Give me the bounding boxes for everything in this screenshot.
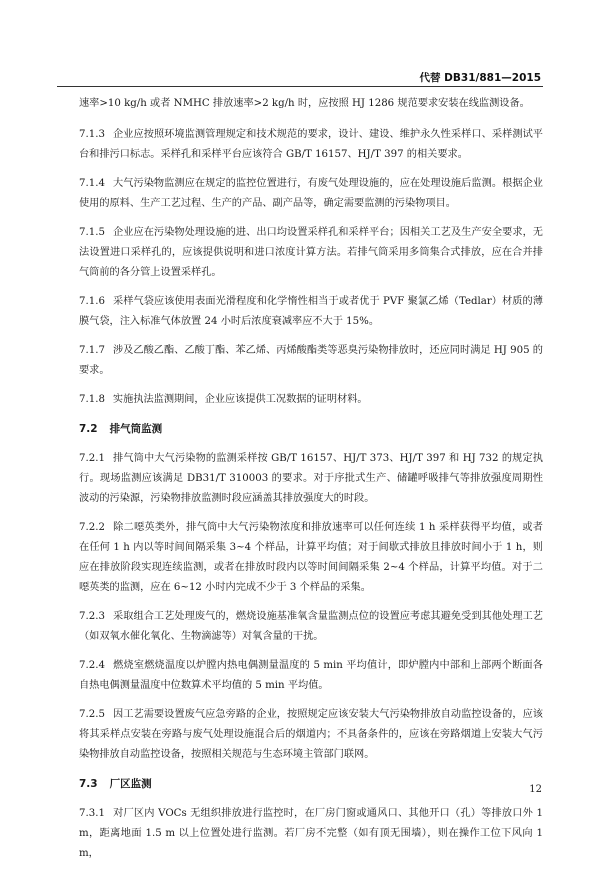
clause-text: 排气筒中大气污染物的监测采样按 GB/T 16157、HJ/T 373、HJ/T 397 和 HJ 732 的规定执行。现场监测应该满足 DB31/T 310003 的要求。对于序批式生产、储罐呼吸排气等排放强度周期性波动的污染源，污染物排放监测时段应涵盖其排放强度大的时段。: [79, 452, 543, 504]
clause-text: 企业应按照环境监测管理规定和技术规范的要求，设计、建设、维护永久性采样口、采样测试平台和排污口标志。采样孔和采样平台应该符合 GB/T 16157、HJ/T 397 的相关要求。: [79, 128, 543, 160]
paragraph-7-1-6: [79, 292, 543, 332]
section-title: 厂区监测: [109, 777, 152, 790]
clause-number: 7.1.8: [79, 394, 105, 406]
clause-number: 7.1.5: [79, 226, 105, 238]
clause-text: 采样气袋应该使用表面光滑程度和化学惰性相当于或者优于 PVF 聚氯乙烯（Tedlar）材质的薄膜气袋，注入标准气体放置 24 小时后浓度衰减率应不大于 15%。: [79, 296, 543, 328]
paragraph-7-2-2: [79, 518, 543, 598]
clause-text: 涉及乙酸乙酯、乙酸丁酯、苯乙烯、丙烯酸酯类等恶臭污染物排放时，还应同时满足 HJ 905 的要求。: [79, 345, 543, 377]
clause-number: 7.2.4: [79, 660, 105, 672]
paragraph-7-2-5: [79, 705, 543, 765]
paragraph-7-2-1: [79, 449, 543, 509]
paragraph-7-2-4: [79, 656, 543, 696]
clause-number: 7.3.1: [79, 807, 105, 819]
clause-number: 7.1.7: [79, 345, 105, 357]
clause-number: 7.2.1: [79, 452, 105, 464]
section-number: 7.3: [79, 777, 98, 790]
clause-text: 因工艺需要设置废气应急旁路的企业，按照规定应该安装大气污染物排放自动监控设备的，应该将其采样点安装在旁路与废气处理设施混合后的烟道内；不具备条件的，应该在旁路烟道上安装大气污染物排放自动监控设备，按照相关规范与生态环境主管部门联网。: [79, 709, 543, 761]
clause-number: 7.1.4: [79, 177, 105, 189]
clause-number: 7.2.5: [79, 709, 105, 721]
section-title: 排气筒监测: [109, 422, 163, 435]
clause-text: 大气污染物监测应在规定的监控位置进行，有废气处理设施的，应在处理设施后监测。根据企业使用的原料、生产工艺过程、生产的产品、副产品等，确定需要监测的污染物项目。: [79, 177, 543, 209]
paragraph-7-1-4: [79, 174, 543, 214]
clause-text: 采取组合工艺处理废气的，燃烧设施基准氧含量监测点位的设置应考虑其避免受到其他处理工艺（如双氧水催化氧化、生物滴滤等）对氧含量的干扰。: [79, 611, 543, 642]
paragraph-7-3-1: [79, 804, 543, 864]
section-heading-7-3: [79, 775, 543, 794]
clause-text: 除二噁英类外，排气筒中大气污染物浓度和排放速率可以任何连续 1 h 采样获得平均值，或者在任何 1 h 内以等时间间隔采集 3~4 个样品，计算平均值；对于间歇式排放且排放时间小于 1 h，则应在排放阶段实现连续监测，或者在排放时段内以等时间间隔采集 2~4 个样品，计算平均值。对于二噁英类的监测，应在 6~12 小时内完成不少于 3 个样品的采集。: [79, 521, 543, 593]
header-rule: [57, 86, 543, 87]
document-body: [79, 94, 543, 873]
paragraph-7-1-5: [79, 223, 543, 283]
clause-number: 7.1.6: [79, 296, 105, 308]
paragraph-7-1-7: [79, 341, 543, 381]
clause-number: 7.2.3: [79, 611, 105, 622]
paragraph-continuation: 速率>10 kg/h 或者 NMHC 排放速率>2 kg/h 时，应按照 HJ 1286 规范要求安装在线监测设备。: [79, 98, 530, 109]
clause-text: 企业应在污染物处理设施的进、出口均设置采样孔和采样平台；因相关工艺及生产安全要求，无法设置进口采样孔的，应该提供说明和进口浓度计算方法。若排气筒采用多筒集合式排放，应在合并排气筒前的各分管上设置采样孔。: [79, 226, 543, 278]
paragraph-7-2-3: [79, 607, 543, 647]
section-number: 7.2: [79, 422, 98, 435]
clause-number: 7.2.2: [79, 521, 105, 533]
paragraph-7-1-8: [79, 390, 543, 410]
page-number: 12: [529, 784, 542, 795]
clause-text: 燃烧室燃烧温度以炉膛内热电偶测量温度的 5 min 平均值计，即炉膛内中部和上部两个断面各自热电偶测量温度中位数算术平均值的 5 min 平均值。: [79, 660, 543, 692]
clause-text: 实施执法监测期间，企业应该提供工况数据的证明材料。: [112, 394, 368, 406]
clause-number: 7.1.3: [79, 128, 105, 140]
standard-code-header: 代替 DB31/881—2015: [419, 72, 541, 84]
paragraph-7-1-3: [79, 125, 543, 165]
clause-text: 对厂区内 VOCs 无组织排放进行监控时，在厂房门窗或通风口、其他开口（孔）等排放口外 1 m，距离地面 1.5 m 以上位置处进行监测。若厂房不完整（如有顶无围墙），则在操作工位下风向 1 m，: [79, 807, 543, 859]
section-heading-7-2: [79, 420, 543, 439]
